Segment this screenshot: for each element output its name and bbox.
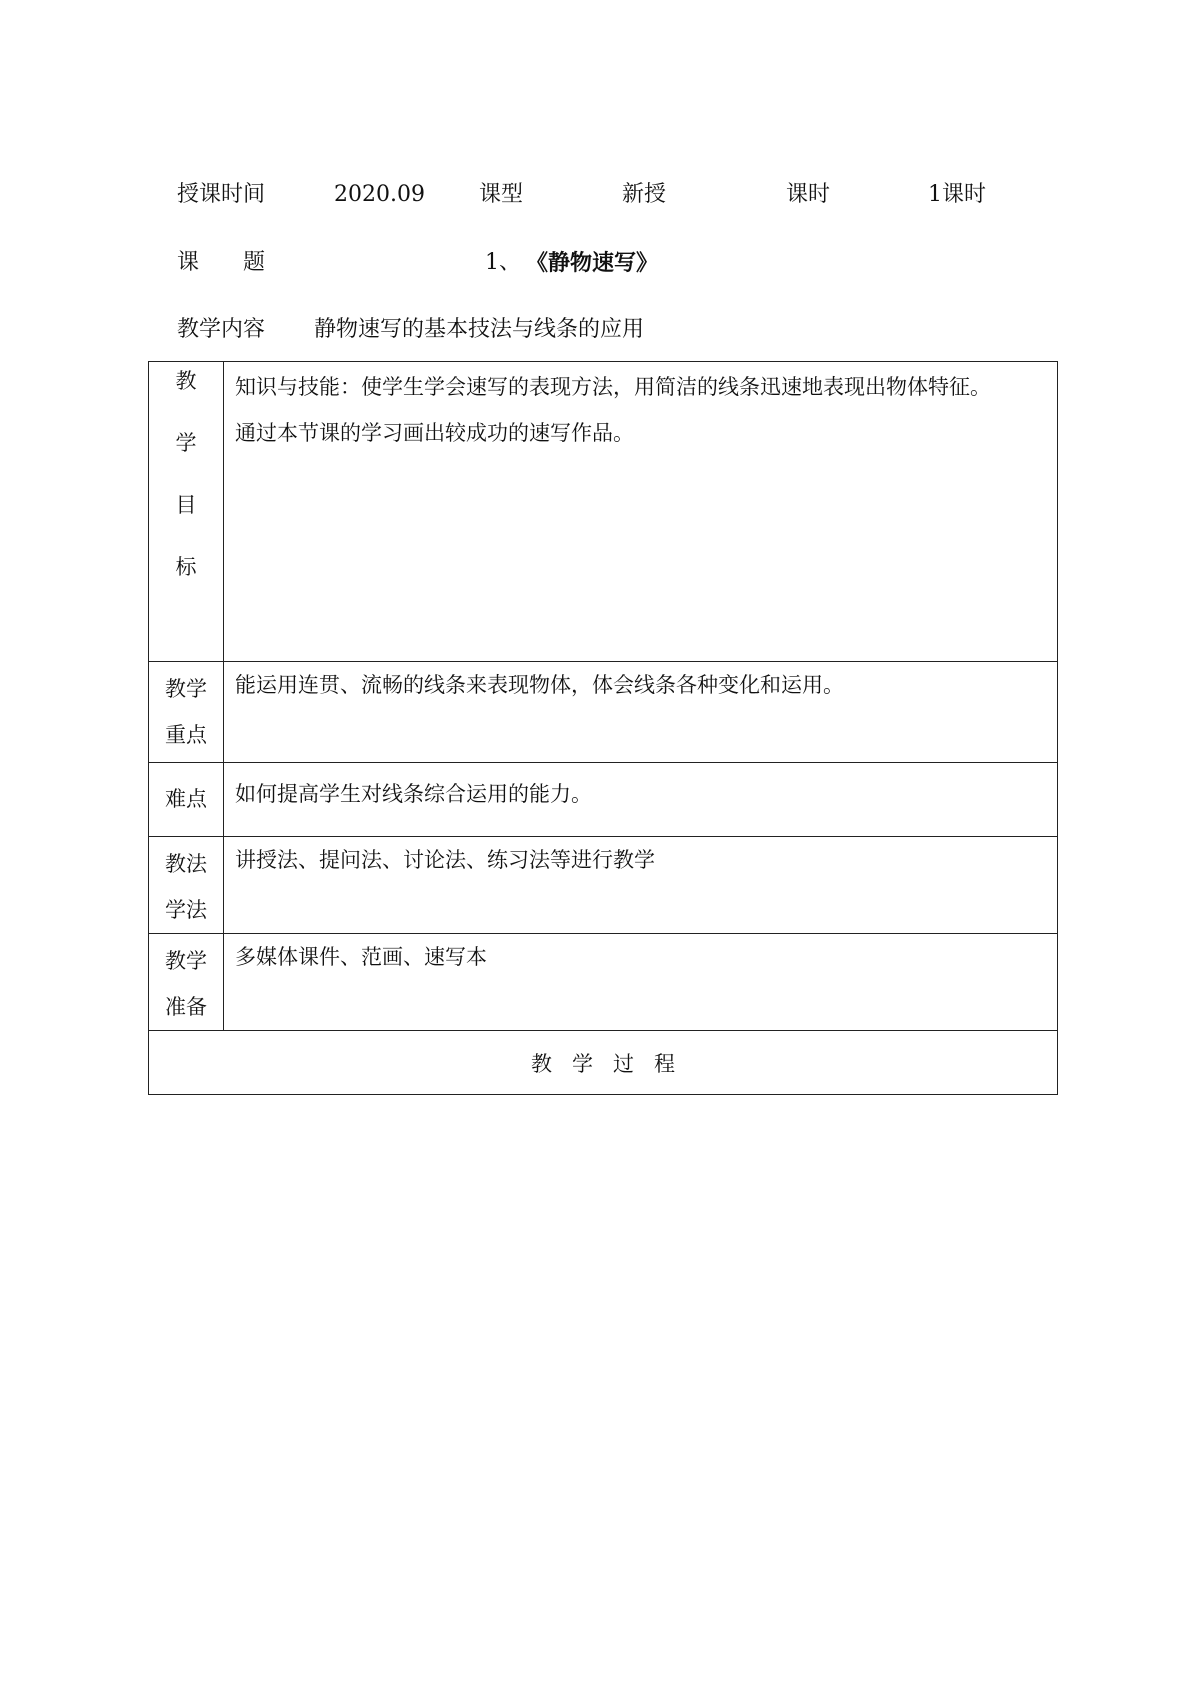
methods-label	[149, 837, 224, 934]
topic-label: 课 题	[177, 250, 266, 275]
time-label: 授课时间	[177, 182, 266, 207]
difficulties-label	[149, 763, 224, 837]
process-row	[149, 1031, 1058, 1095]
type-value: 新授	[622, 182, 667, 207]
preparation-label-line: 准备	[165, 995, 207, 1019]
key-points-text: 能运用连贯、流畅的线条来表现物体，体会线条各种变化和运用。	[235, 673, 844, 697]
goals-label-char: 目	[175, 493, 197, 517]
key-points-label-line: 教学	[165, 677, 207, 701]
goals-row	[149, 362, 1058, 662]
preparation-content	[224, 934, 1058, 1031]
key-points-row	[149, 662, 1058, 763]
goals-content	[224, 362, 1058, 662]
topic-title: 《静物速写》	[526, 250, 659, 276]
content-label: 教学内容	[177, 317, 266, 342]
lesson-plan-table	[148, 361, 1058, 1095]
goals-line-1: 知识与技能：使学生学会速写的表现方法，用简洁的线条迅速地表现出物体特征。	[235, 375, 991, 399]
methods-text: 讲授法、提问法、讨论法、练习法等进行教学	[235, 848, 655, 872]
goals-line-2: 通过本节课的学习画出较成功的速写作品。	[235, 421, 634, 445]
preparation-label	[149, 934, 224, 1031]
preparation-label-line: 教学	[165, 949, 207, 973]
topic-number: 1、	[485, 250, 521, 275]
methods-row	[149, 837, 1058, 934]
difficulties-label-line: 难点	[165, 787, 207, 811]
goals-label	[149, 362, 224, 662]
hours-value: 1课时	[928, 182, 986, 207]
key-points-label-line: 重点	[165, 723, 207, 747]
content-value: 静物速写的基本技法与线条的应用	[314, 317, 645, 342]
process-title: 教学过程	[149, 1031, 1058, 1095]
methods-content	[224, 837, 1058, 934]
goals-label-char: 学	[175, 431, 197, 455]
difficulties-content	[224, 763, 1058, 837]
goals-label-char: 标	[175, 555, 197, 579]
preparation-row	[149, 934, 1058, 1031]
type-label: 课型	[479, 182, 524, 207]
difficulties-text: 如何提高学生对线条综合运用的能力。	[235, 782, 592, 806]
hours-label: 课时	[786, 182, 831, 207]
goals-label-char: 教	[175, 369, 197, 393]
difficulties-row	[149, 763, 1058, 837]
methods-label-line: 学法	[165, 898, 207, 922]
key-points-label	[149, 662, 224, 763]
key-points-content	[224, 662, 1058, 763]
time-value: 2020.09	[334, 182, 425, 207]
preparation-text: 多媒体课件、范画、速写本	[235, 945, 487, 969]
methods-label-line: 教法	[165, 852, 207, 876]
